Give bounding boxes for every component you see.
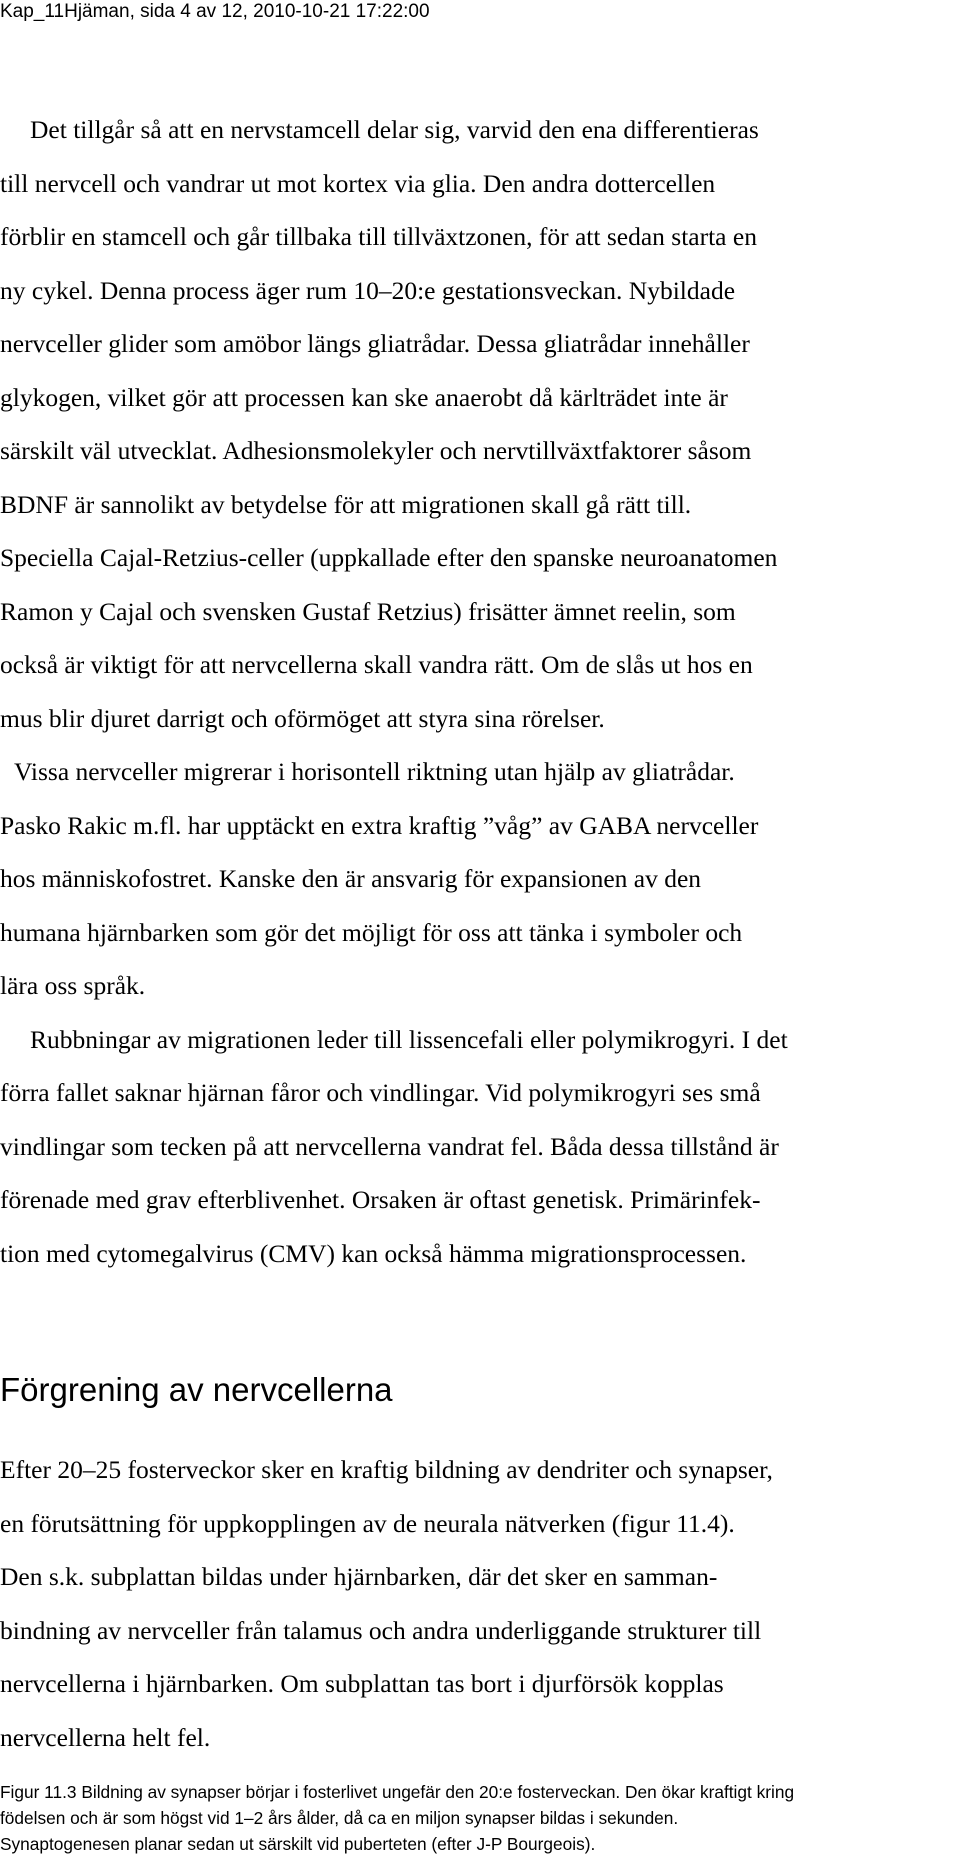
caption-line: Synaptogenesen planar sedan ut särskilt vid puberteten (efter J-P Bourgeois). (0, 1834, 596, 1854)
caption-line: Figur 11.3 Bildning av synapser börjar i fosterlivet ungefär den 20:e fosterveckan. Den ökar kraftigt kring (0, 1782, 795, 1802)
text-line: hos människofostret. Kanske den är ansvarig för expansionen av den (0, 864, 702, 893)
text-line: också är viktigt för att nervcellerna skall vandra rätt. Om de slås ut hos en (0, 650, 753, 679)
text-line: tion med cytomegalvirus (CMV) kan också hämma migrationsprocessen. (0, 1238, 747, 1268)
text-line: förblir en stamcell och går tillbaka till tillväxtzonen, för att sedan starta en (0, 222, 757, 251)
text-line: ny cykel. Denna process äger rum 10–20:e gestationsveckan. Nybildade (0, 275, 736, 305)
text-line: nervcellerna helt fel. (0, 1722, 211, 1752)
text-line: Den s.k. subplattan bildas under hjärnbarken, där det sker en samman- (0, 1562, 718, 1591)
text-line: en förutsättning för uppkopplingen av de neurala nätverken (figur 11.4). (0, 1508, 735, 1538)
text-line: förra fallet saknar hjärnan fåror och vindlingar. Vid polymikrogyri ses små (0, 1078, 761, 1107)
text-line: Speciella Cajal-Retzius-celler (uppkallade efter den spanske neuroanatomen (0, 543, 778, 572)
body-section-migration (0, 103, 960, 1280)
text-line: BDNF är sannolikt av betydelse för att migrationen skall gå rätt till. (0, 489, 692, 519)
text-line: Vissa nervceller migrerar i horisontell riktning utan hjälp av gliatrådar. (14, 757, 735, 786)
text-line: humana hjärnbarken som gör det möjligt för oss att tänka i symboler och (0, 917, 743, 947)
caption-line: födelsen och är som högst vid 1–2 års ålder, då ca en miljon synapser bildas i sekunden. (0, 1808, 679, 1828)
body-section-branching (0, 1443, 960, 1764)
text-line: Pasko Rakic m.fl. har upptäckt en extra kraftig ”våg” av GABA nervceller (0, 810, 759, 840)
text-line: glykogen, vilket gör att processen kan ske anaerobt då kärlträdet inte är (0, 382, 728, 412)
text-line: vindlingar som tecken på att nervcellerna vandrat fel. Båda dessa tillstånd är (0, 1131, 779, 1161)
section-heading: Förgrening av nervcellerna (0, 1371, 393, 1408)
text-line: Rubbningar av migrationen leder till lissencefali eller polymikrogyri. I det (30, 1024, 788, 1054)
text-line: Ramon y Cajal och svensken Gustaf Retzius) frisätter ämnet reelin, som (0, 596, 736, 626)
text-line: Det tillgår så att en nervstamcell delar sig, varvid den ena differentieras (30, 115, 759, 144)
text-line: nervcellerna i hjärnbarken. Om subplattan tas bort i djurförsök kopplas (0, 1669, 724, 1698)
text-line: till nervcell och vandrar ut mot kortex via glia. Den andra dottercellen (0, 168, 716, 198)
text-line: särskilt väl utvecklat. Adhesionsmolekyler och nervtillväxtfaktorer såsom (0, 436, 752, 465)
page-header: Kap_11Hjäman, sida 4 av 12, 2010-10-21 17:22:00 (0, 1, 430, 22)
text-line: Efter 20–25 fosterveckor sker en kraftig bildning av dendriter och synapser, (0, 1455, 773, 1484)
text-line: bindning av nervceller från talamus och andra underliggande strukturer till (0, 1615, 762, 1645)
text-line: lära oss språk. (0, 971, 146, 1000)
figure-caption (0, 1779, 794, 1857)
text-line: nervceller glider som amöbor längs gliatrådar. Dessa gliatrådar innehåller (0, 329, 750, 358)
text-line: förenade med grav efterblivenhet. Orsaken är oftast genetisk. Primärinfek- (0, 1185, 761, 1214)
text-line: mus blir djuret darrigt och oförmöget att styra sina rörelser. (0, 703, 605, 733)
